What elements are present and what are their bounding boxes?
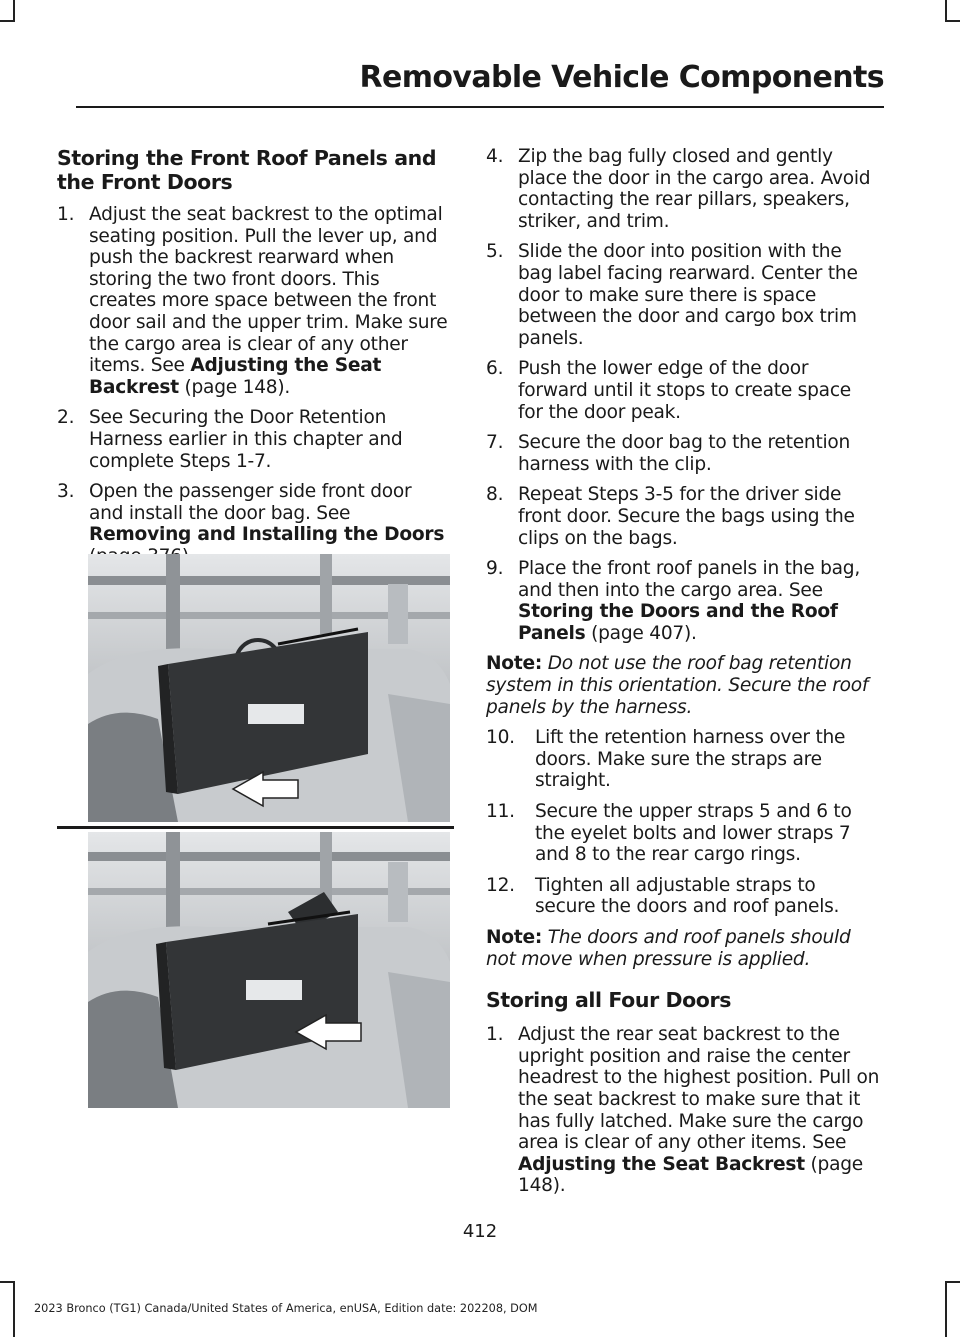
step-item: [486, 241, 881, 349]
step-item: [486, 1024, 881, 1197]
note: [486, 653, 881, 718]
cross-reference-link[interactable]: Removing and Installing the Doors: [89, 524, 445, 546]
left-column: [57, 146, 450, 577]
step-number: 9.: [486, 558, 504, 580]
step-number: 1.: [486, 1024, 504, 1046]
crop-mark: [0, 20, 15, 22]
crop-mark: [0, 1281, 15, 1283]
step-number: 1.: [57, 204, 75, 225]
section-heading: Storing the Front Roof Panels and the Front Doors: [57, 146, 437, 194]
step-number: 7.: [486, 432, 504, 454]
cargo-illustration-1: [88, 554, 450, 822]
step-text: Adjust the seat backrest to the optimal seating position. Pull the lever up, and push the backrest rearward when storing the two front doors. This creates more space between the front door sail and the upper trim. Make sure the cargo area is clear of any other items. See: [89, 204, 448, 377]
step-item: [57, 204, 450, 398]
crop-mark: [945, 1281, 947, 1337]
step-number: 5.: [486, 241, 504, 263]
step-number: 4.: [486, 146, 504, 167]
step-number: 8.: [486, 484, 504, 506]
note-text: Do not use the roof bag retention system in this orientation. Secure the roof panels by the harness.: [486, 653, 869, 718]
step-number: 6.: [486, 358, 504, 380]
page-reference: (page 407).: [585, 622, 697, 644]
crop-mark: [13, 1281, 15, 1337]
step-number: 3.: [57, 481, 75, 503]
cross-reference-link[interactable]: Storing the Doors and the Roof Panels: [518, 601, 838, 644]
vehicle-cargo-door-bag-image: [88, 832, 450, 1108]
cross-reference-link[interactable]: Adjusting the Seat Backrest: [518, 1153, 805, 1175]
step-item: [486, 558, 881, 644]
step-text: Secure the upper straps 5 and 6 to the eyelet bolts and lower straps 7 and 8 to the rear cargo rings.: [535, 801, 852, 866]
note-label: Note:: [486, 927, 543, 948]
step-text: Push the lower edge of the door forward until it stops to create space for the door peak.: [518, 358, 851, 423]
step-item: [486, 801, 881, 866]
step-list: [57, 204, 450, 568]
page-reference: (page 148).: [518, 1153, 863, 1197]
footer-edition-info: 2023 Bronco (TG1) Canada/United States of America, enUSA, Edition date: 202208, DOM: [34, 1302, 538, 1315]
step-item: [486, 358, 881, 423]
step-text: Place the front roof panels in the bag, and then into the cargo area. See: [518, 558, 860, 601]
step-text: Zip the bag fully closed and gently place the door in the cargo area. Avoid contacting the rear pillars, speakers, striker, and trim.: [518, 146, 871, 232]
cross-reference-link[interactable]: Adjusting the Seat Backrest: [89, 355, 382, 398]
crop-mark: [945, 0, 947, 22]
step-text: Open the passenger side front door and install the door bag. See: [89, 481, 412, 524]
page-header-title: Removable Vehicle Components: [359, 60, 884, 95]
crop-mark: [13, 0, 15, 22]
step-item: [486, 432, 881, 475]
step-text: Adjust the rear seat backrest to the upright position and raise the center headrest to the highest position. Pull on the seat backrest to make sure that it has fully latched. Make sure the cargo area is clear of any other items. See: [518, 1024, 880, 1154]
step-list: [486, 1024, 881, 1197]
step-item: [486, 484, 881, 549]
step-item: [57, 407, 450, 472]
note-label: Note:: [486, 653, 543, 675]
step-list: [486, 146, 881, 644]
step-number: 10.: [486, 727, 515, 749]
vehicle-cargo-door-bag-image: [88, 554, 450, 822]
right-column: [486, 146, 881, 1206]
crop-mark: [945, 20, 960, 22]
step-text: Repeat Steps 3-5 for the driver side front door. Secure the bags using the clips on the bags.: [518, 484, 855, 549]
step-item: [486, 146, 881, 232]
step-item: [486, 727, 881, 792]
note: [486, 927, 881, 970]
step-text: Lift the retention harness over the doors. Make sure the straps are straight.: [535, 727, 846, 792]
step-number: 11.: [486, 801, 515, 823]
section-heading: Storing all Four Doors: [486, 988, 732, 1013]
step-list: [486, 727, 881, 918]
crop-mark: [945, 1281, 960, 1283]
figure-divider: [57, 826, 454, 829]
step-text: See Securing the Door Retention Harness earlier in this chapter and complete Steps 1-7.: [89, 407, 403, 472]
page-number: 412: [462, 1221, 498, 1242]
header-divider: [76, 106, 884, 108]
step-number: 12.: [486, 874, 515, 896]
step-text: Secure the door bag to the retention harness with the clip.: [518, 432, 851, 475]
step-number: 2.: [57, 407, 75, 429]
note-text: The doors and roof panels should not move when pressure is applied.: [486, 927, 851, 970]
step-text: Slide the door into position with the bag label facing rearward. Center the door to make sure there is space between the door and cargo box trim panels.: [518, 241, 858, 349]
step-text: Tighten all adjustable straps to secure the doors and roof panels.: [535, 874, 840, 918]
step-item: [486, 875, 881, 918]
cargo-illustration-2: [88, 832, 450, 1108]
page-reference: (page 148).: [178, 376, 291, 398]
